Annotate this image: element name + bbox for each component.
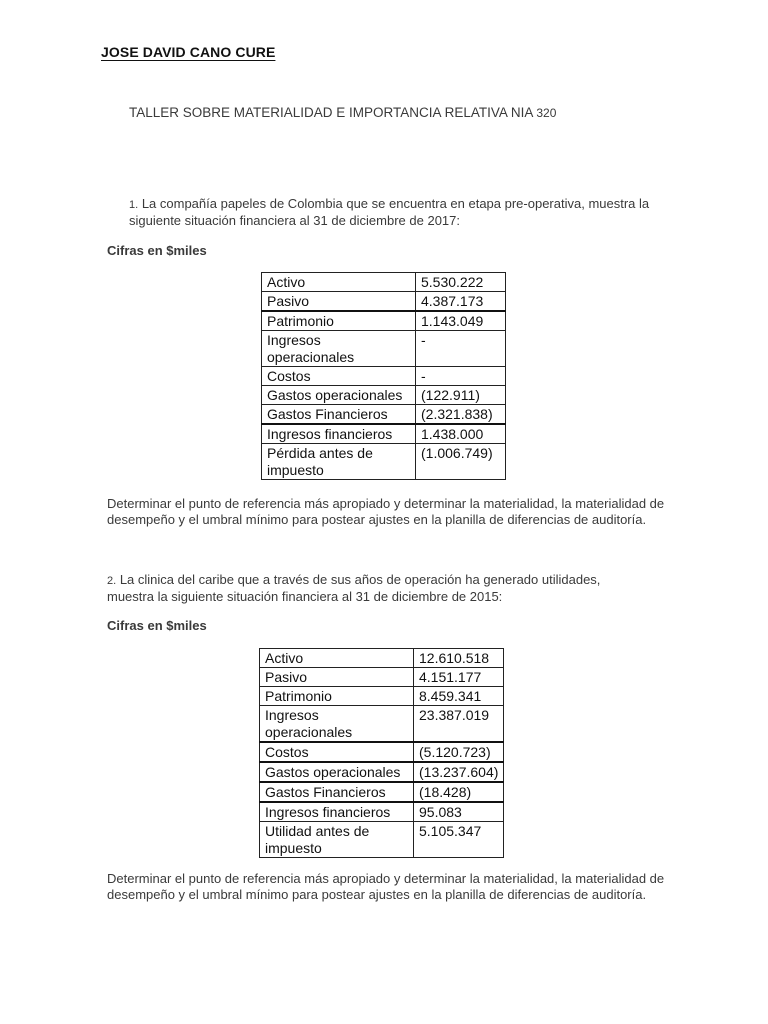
row-value: - [416, 331, 506, 367]
row-value: (5.120.723) [414, 742, 504, 762]
row-label: Activo [262, 273, 416, 292]
exercise-1-intro-text: La compañía papeles de Colombia que se encuentra en etapa pre-operativa, muestra la siguiente situación financiera al 31 de diciembre de 2017: [129, 196, 650, 228]
table-row [260, 762, 504, 782]
table-row [260, 782, 504, 802]
row-value: 8.459.341 [414, 687, 504, 706]
document-title [129, 105, 556, 120]
title-text: TALLER SOBRE MATERIALIDAD E IMPORTANCIA RELATIVA NIA [129, 105, 537, 120]
table-row [262, 311, 506, 331]
exercise-1-number: 1. [129, 199, 139, 211]
row-label: Gastos Financieros [260, 782, 414, 802]
row-value: 95.083 [414, 802, 504, 822]
table-row [262, 331, 506, 367]
row-label: Ingresos operacionales [262, 331, 416, 367]
author-name: JOSE DAVID CANO CURE [101, 44, 276, 60]
row-label: Gastos operacionales [260, 762, 414, 782]
row-label: Pasivo [262, 292, 416, 312]
row-value: (122.911) [416, 386, 506, 405]
exercise-1-cifras-label: Cifras en $miles [107, 243, 207, 258]
row-value: 5.105.347 [414, 822, 504, 858]
row-label: Activo [260, 649, 414, 668]
row-label: Patrimonio [262, 311, 416, 331]
table-row [262, 292, 506, 312]
row-value: 4.151.177 [414, 668, 504, 687]
exercise-2-number: 2. [107, 575, 117, 587]
table-row [260, 668, 504, 687]
row-value: 1.143.049 [416, 311, 506, 331]
row-label: Ingresos financieros [260, 802, 414, 822]
row-label: Utilidad antes de impuesto [260, 822, 414, 858]
table-row [262, 424, 506, 444]
row-label: Pérdida antes de impuesto [262, 444, 416, 480]
exercise-2-cifras-label: Cifras en $miles [107, 618, 207, 633]
row-label: Ingresos operacionales [260, 706, 414, 743]
table-row [260, 822, 504, 858]
row-value: 4.387.173 [416, 292, 506, 312]
exercise-1-financial-table [261, 272, 506, 480]
table-row [260, 687, 504, 706]
exercise-2-intro [107, 572, 647, 605]
row-label: Gastos operacionales [262, 386, 416, 405]
row-label: Costos [260, 742, 414, 762]
row-value: (2.321.838) [416, 405, 506, 425]
row-label: Costos [262, 367, 416, 386]
table-row [262, 444, 506, 480]
row-label: Gastos Financieros [262, 405, 416, 425]
table-row [260, 742, 504, 762]
table-row [262, 386, 506, 405]
row-value: (1.006.749) [416, 444, 506, 480]
row-label: Ingresos financieros [262, 424, 416, 444]
table-row [260, 706, 504, 743]
row-value: 12.610.518 [414, 649, 504, 668]
exercise-2-task: Determinar el punto de referencia más apropiado y determinar la materialidad, la materialidad de desempeño y el umbral mínimo para postear ajustes en la planilla de diferencias de auditoría. [107, 871, 665, 902]
row-value: (18.428) [414, 782, 504, 802]
row-label: Patrimonio [260, 687, 414, 706]
table-row [260, 802, 504, 822]
row-value: - [416, 367, 506, 386]
table-row [262, 367, 506, 386]
exercise-2-financial-table [259, 648, 504, 858]
row-value: 23.387.019 [414, 706, 504, 743]
table-row [262, 405, 506, 425]
title-number: 320 [536, 106, 557, 120]
row-value: (13.237.604) [414, 762, 504, 782]
row-value: 5.530.222 [416, 273, 506, 292]
exercise-1-task: Determinar el punto de referencia más apropiado y determinar la materialidad, la materialidad de desempeño y el umbral mínimo para postear ajustes en la planilla de diferencias de auditoría. [107, 496, 665, 527]
table-row [260, 649, 504, 668]
table-row [262, 273, 506, 292]
row-value: 1.438.000 [416, 424, 506, 444]
exercise-1-intro [129, 196, 669, 229]
row-label: Pasivo [260, 668, 414, 687]
exercise-2-intro-text: La clinica del caribe que a través de sus años de operación ha generado utilidades, muestra la siguiente situación financiera al 31 de diciembre de 2015: [107, 572, 601, 604]
